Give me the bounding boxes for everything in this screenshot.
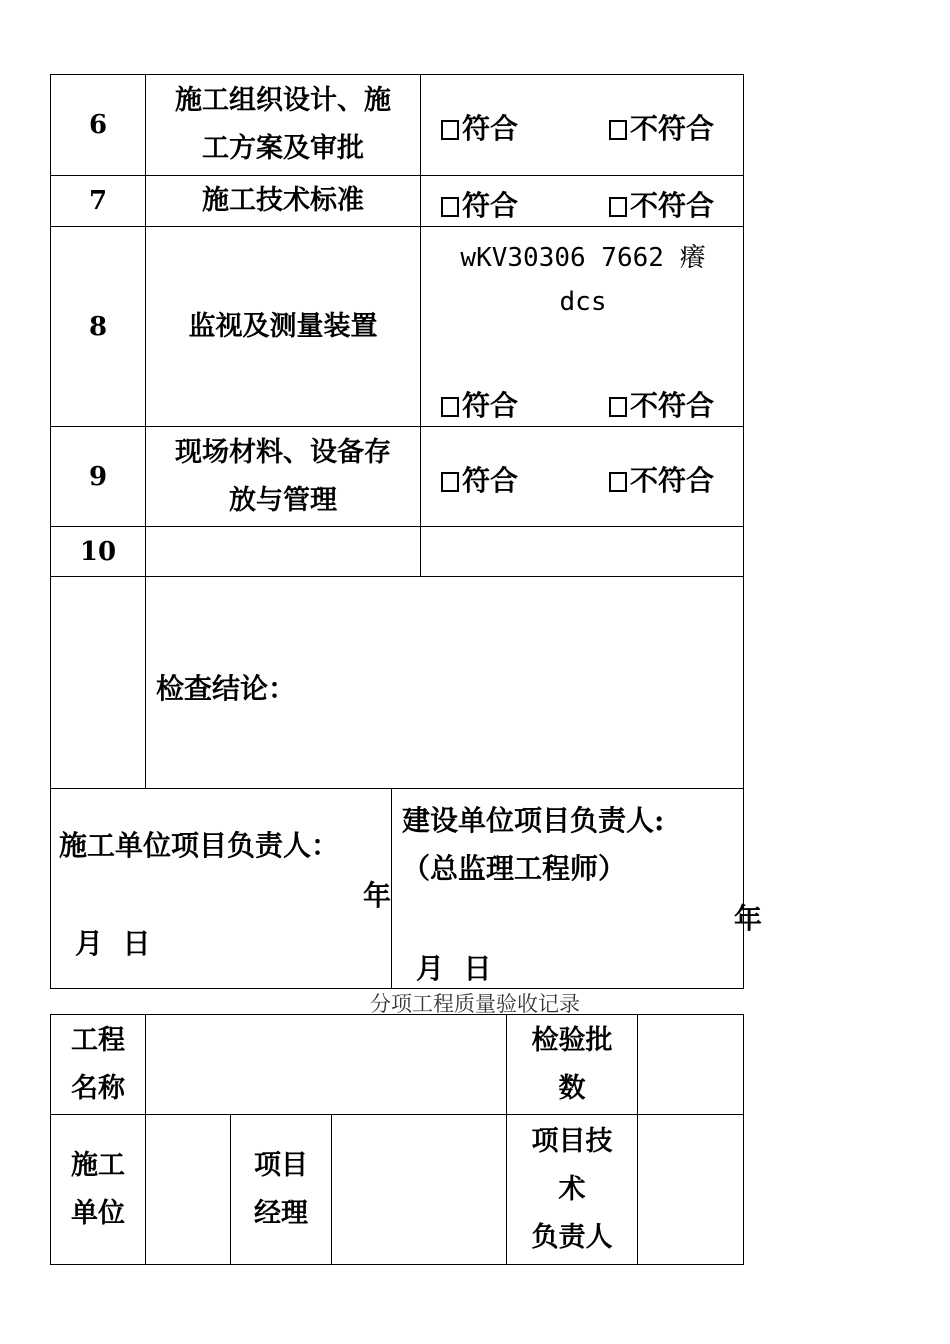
checkbox-icon[interactable] [441,397,459,417]
row-6-number-cell [50,74,146,176]
label-line: 经理 [254,1197,308,1229]
month-day-label: 月 日 [75,927,151,960]
row-6-label-cell [145,74,421,176]
conclusion-label: 检查结论： [156,672,297,705]
month-day-label: 月 日 [416,952,492,985]
row-label-line: 施工组织设计、施 [175,85,391,116]
row-label-line: 施工技术标准 [202,185,364,216]
tech-lead-label-cell [506,1114,638,1265]
owner-signature-cell[interactable] [391,788,744,989]
nonconform-option[interactable]: 不符合 [609,459,714,499]
row-label-line: 监视及测量装置 [188,310,378,342]
row-7-label-cell [145,175,421,227]
checkbox-icon[interactable] [609,120,627,140]
row-number: 10 [79,536,117,567]
checkbox-icon[interactable] [609,397,627,417]
project-manager-label-cell [230,1114,332,1265]
row-10-number-cell [50,526,146,577]
row-label-line: 现场材料、设备存 [175,436,391,468]
row-6-result-cell [420,74,744,176]
project-manager-value-cell[interactable] [331,1114,507,1265]
label-line: 施工 [71,1149,125,1181]
conclusion-left-cell [50,576,146,789]
label-line: 负责人 [531,1221,613,1253]
row-8-label-cell [145,226,421,427]
row-9-number-cell [50,426,146,527]
row-label-line: 放与管理 [229,484,337,516]
nonconform-option[interactable]: 不符合 [609,184,714,224]
note-text: dcs [559,287,607,317]
construction-signature-cell[interactable] [50,788,392,989]
section-title: 分项工程质量验收记录 [370,992,580,1016]
row-8-result-cell [420,226,744,427]
label-line: 名称 [71,1072,125,1104]
inspection-batches-value-cell[interactable] [637,1014,744,1115]
nonconform-option[interactable]: 不符合 [609,107,714,147]
row-9-label-cell [145,426,421,527]
checkbox-icon[interactable] [441,472,459,492]
year-label: 年 [363,879,392,912]
row-number: 8 [88,311,108,342]
conclusion-cell[interactable] [145,576,744,789]
project-name-label-cell [50,1014,146,1115]
row-number: 9 [88,461,108,492]
label-line: 术 [558,1173,586,1205]
year-label: 年 [734,902,763,935]
conform-option[interactable]: 符合 [441,459,518,499]
label-line: 工程 [71,1024,125,1056]
construction-unit-value-cell[interactable] [145,1114,231,1265]
checkbox-icon[interactable] [441,120,459,140]
label-line: 单位 [71,1197,125,1229]
tech-lead-value-cell[interactable] [637,1114,744,1265]
row-7-number-cell [50,175,146,227]
project-name-value-cell[interactable] [145,1014,507,1115]
label-line: 项目技 [531,1125,613,1157]
nonconform-option[interactable]: 不符合 [609,384,714,424]
conform-option[interactable]: 符合 [441,384,518,424]
row-number: 6 [88,110,108,140]
label-line: 项目 [254,1149,308,1181]
row-9-result-cell [420,426,744,527]
inspection-batches-label-cell [506,1014,638,1115]
checkbox-icon[interactable] [441,197,459,217]
label-line: 检验批 [531,1024,613,1056]
note-text: wKV30306 7662 癢 [460,243,706,273]
row-number: 7 [88,186,108,216]
row-7-result-cell [420,175,744,227]
chief-supervisor-label: （总监理工程师） [402,852,627,885]
label-line: 数 [558,1072,586,1104]
construction-unit-label-cell [50,1114,146,1265]
row-10-result-cell[interactable] [420,526,744,577]
row-8-number-cell [50,226,146,427]
conform-option[interactable]: 符合 [441,107,518,147]
conform-option[interactable]: 符合 [441,184,518,224]
owner-manager-label: 建设单位项目负责人: [402,804,665,837]
row-label-line: 工方案及审批 [202,133,364,164]
checkbox-icon[interactable] [609,472,627,492]
construction-manager-label: 施工单位项目负责人： [59,829,340,862]
checkbox-icon[interactable] [609,197,627,217]
row-10-label-cell[interactable] [145,526,421,577]
